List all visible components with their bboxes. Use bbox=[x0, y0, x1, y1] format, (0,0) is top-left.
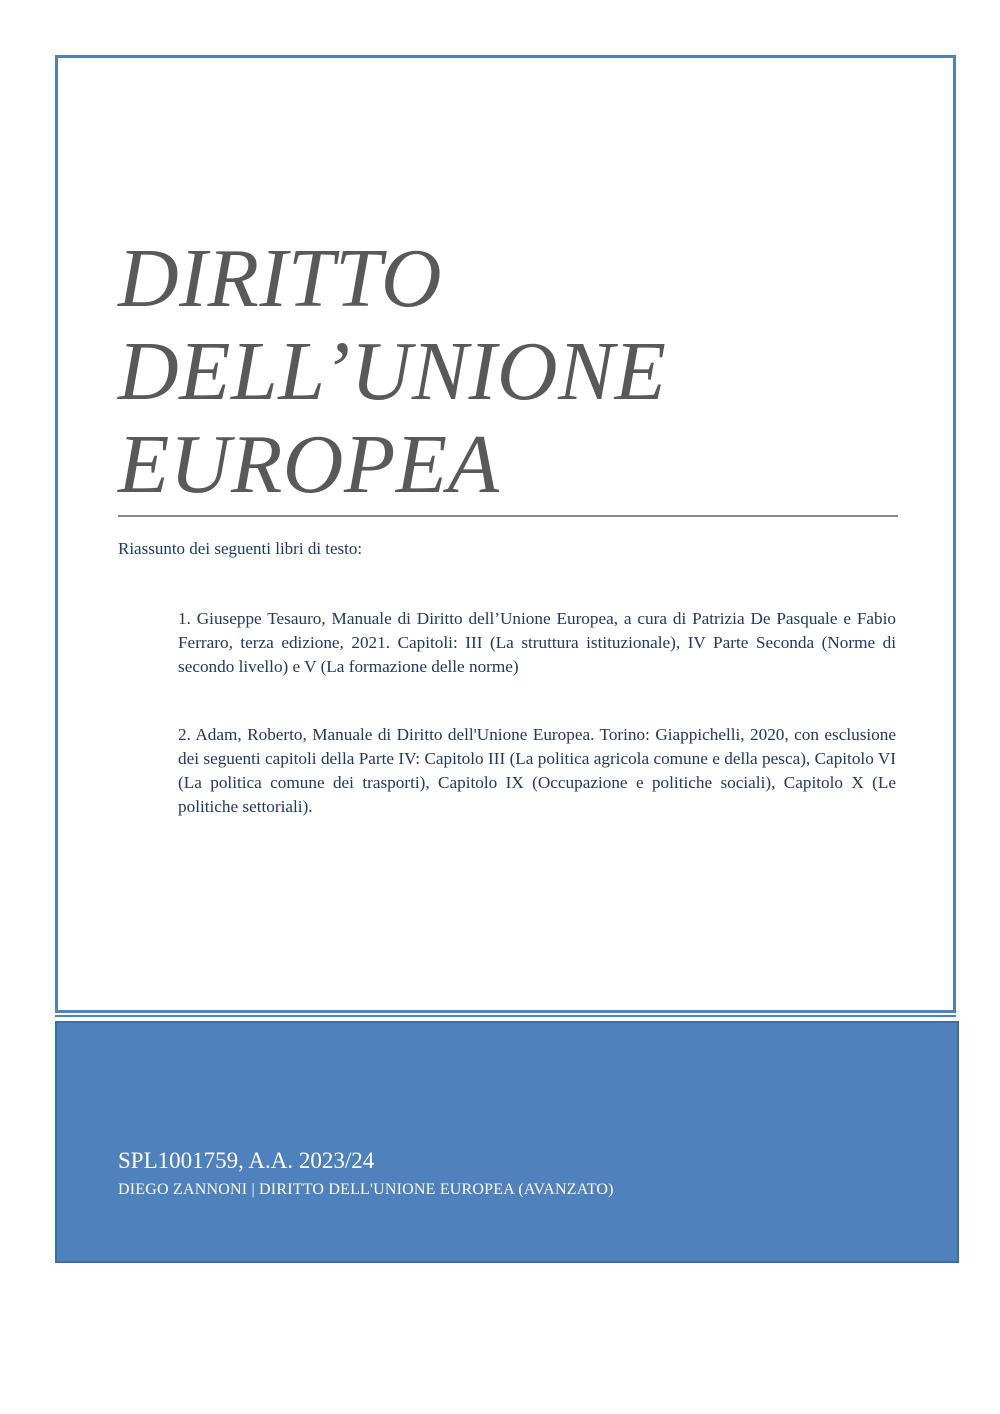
subtitle: Riassunto dei seguenti libri di testo: bbox=[118, 539, 363, 558]
footer-band bbox=[55, 1021, 959, 1263]
document-title bbox=[118, 232, 878, 511]
title-line-1: DIRITTO bbox=[118, 232, 442, 325]
title-divider bbox=[118, 515, 898, 517]
cover-frame bbox=[55, 55, 956, 1013]
title-line-2: DELL’UNIONE bbox=[118, 325, 667, 418]
book-reference-1: 1. Giuseppe Tesauro, Manuale di Diritto dell’Unione Europea, a cura di Patrizia De Pasquale e Fabio Ferraro, terza edizione, 2021. Capitoli: III (La struttura istituzionale), IV Parte Seconda (Norme di secondo livello) e V (La formazione delle norme) bbox=[178, 609, 896, 676]
course-code: SPL1001759, A.A. 2023/24 bbox=[118, 1148, 375, 1173]
book-reference-2: 2. Adam, Roberto, Manuale di Diritto dell'Unione Europea. Torino: Giappichelli, 2020, con esclusione dei seguenti capitoli della Parte IV: Capitolo III (La politica agricola comune e della pesca), Capitolo VI (La politica comune dei trasporti), Capitolo IX (Occupazione e politiche sociali), Capitolo X (Le politiche settoriali). bbox=[178, 725, 896, 816]
author-course-line: DIEGO ZANNONI | DIRITTO DELL'UNIONE EUROPEA (AVANZATO) bbox=[118, 1181, 614, 1198]
title-line-3: EUROPEA bbox=[118, 418, 500, 511]
